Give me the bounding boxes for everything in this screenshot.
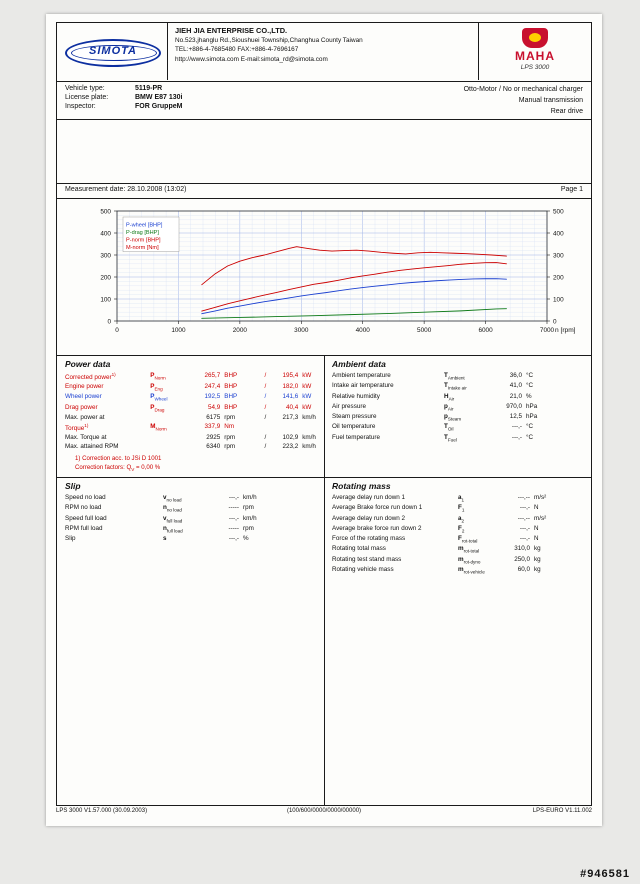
table-row: [324, 381, 591, 391]
row-label: Speed no load: [65, 494, 106, 501]
row-label: Max. attained RPM: [65, 442, 119, 450]
row-unit: km/h: [243, 514, 257, 522]
vehicle-config-text: [464, 84, 583, 117]
ambient-data-table: [324, 371, 591, 443]
row-unit: %: [526, 392, 532, 400]
row-label: Wheel power: [65, 393, 102, 401]
row-label: Engine power: [65, 383, 104, 391]
company-web: http://www.simota.com E-mail:simota_rd@simota.com: [175, 55, 328, 63]
table-row: [57, 524, 324, 534]
table-row: [324, 392, 591, 402]
row-unit-1: BHP: [224, 372, 238, 379]
inspector-value: FOR GruppeM: [135, 103, 183, 110]
row-symbol: $v_{full load}$: [163, 514, 183, 523]
table-row: [57, 413, 324, 422]
row-label: Slip: [65, 535, 76, 542]
svg-text:300: 300: [553, 252, 564, 260]
rotating-mass-panel: [324, 477, 591, 805]
row-value-2: 102,9: [282, 433, 299, 441]
power-data-table: [57, 371, 324, 451]
drive-type: Rear drive: [550, 108, 583, 115]
row-value: 250,0: [514, 555, 530, 563]
row-symbol: $a_1$: [458, 494, 465, 503]
row-symbol: $M_{Norm}$: [150, 422, 167, 432]
row-value-2: 141,6: [282, 393, 299, 401]
row-label: Torque$^{1)}$: [65, 422, 89, 432]
table-row: [324, 493, 591, 503]
row-label: Intake air temperature: [332, 382, 394, 390]
table-row: [57, 422, 324, 433]
row-symbol: $n_{no load}$: [163, 504, 182, 513]
maha-model-text: LPS 3000: [520, 64, 550, 71]
maha-emblem-icon: [522, 28, 548, 48]
row-label: Ambient temperature: [332, 372, 391, 379]
row-unit: km/h: [243, 494, 257, 501]
row-sep: /: [264, 383, 267, 391]
footer-center: (100/600/0000/0000/00000): [286, 808, 362, 814]
row-sep: /: [264, 372, 267, 379]
license-plate-value: BMW E87 130i: [135, 94, 183, 101]
row-value: ---,-: [519, 535, 530, 542]
row-unit: hPa: [526, 402, 538, 410]
row-label: Rotating test stand mass: [332, 555, 402, 563]
row-value: ---,-: [228, 514, 239, 522]
row-label: RPM no load: [65, 504, 102, 512]
correction-note-2-val: = 0,00 %: [136, 463, 161, 471]
slip-table: [57, 493, 324, 543]
row-label: Air pressure: [332, 402, 366, 410]
row-symbol: $P_{Norm}$: [150, 372, 166, 381]
svg-text:6000: 6000: [478, 327, 493, 334]
maha-logo-box: [478, 23, 591, 80]
row-label: Relative humidity: [332, 392, 380, 400]
correction-note-2-text: Correction factors: Q: [75, 463, 132, 471]
vehicle-info-block: [57, 81, 591, 120]
dyno-chart: [57, 197, 591, 355]
row-sep: /: [264, 442, 267, 450]
table-row: [57, 403, 324, 413]
row-symbol: $H_{Air}$: [444, 392, 455, 401]
row-unit-1: BHP: [224, 403, 238, 411]
row-value: ---,--: [517, 514, 530, 522]
row-value-1: 6340: [206, 442, 221, 450]
row-value: 970,0: [506, 402, 522, 410]
row-label: Drag power: [65, 403, 98, 411]
svg-text:n [rpm]: n [rpm]: [555, 327, 576, 334]
row-unit-2: kW: [302, 393, 312, 401]
row-symbol: [150, 433, 186, 442]
table-row: [324, 433, 591, 443]
row-symbol: $p_{Air}$: [444, 402, 454, 411]
row-value: ---,-: [228, 494, 239, 501]
row-value-1: 247,4: [204, 383, 221, 391]
table-row: [324, 412, 591, 422]
row-symbol: $F_2$: [458, 524, 465, 533]
chart-svg: [57, 197, 591, 355]
table-row: [65, 102, 245, 111]
ambient-data-panel: [324, 355, 591, 478]
row-value-2: 195,4: [282, 372, 299, 379]
row-unit: m/s²: [534, 494, 547, 501]
row-unit-2: km/h: [302, 433, 316, 441]
row-label: Force of the rotating mass: [332, 535, 406, 542]
row-sep: /: [264, 393, 267, 401]
table-row: [57, 442, 324, 451]
row-value: ---,-: [519, 504, 530, 512]
company-name: JIEH JIA ENTERPRISE CO.,LTD.: [175, 26, 288, 35]
row-label: Average Brake force run down 1: [332, 504, 423, 512]
row-symbol: [150, 442, 186, 451]
inspector-label: Inspector:: [65, 103, 96, 110]
row-value: 310,0: [514, 545, 530, 553]
row-symbol: $T_{Oil}$: [444, 423, 454, 432]
svg-text:P-drag [BHP]: P-drag [BHP]: [126, 230, 159, 236]
row-value-1: 265,7: [204, 372, 221, 379]
svg-text:0: 0: [553, 318, 557, 326]
svg-text:100: 100: [553, 296, 564, 304]
row-unit: m/s²: [534, 514, 547, 522]
table-row: [57, 382, 324, 392]
row-symbol: $P_{Eng}$: [150, 383, 163, 392]
row-value-2: 223,2: [282, 442, 299, 450]
table-row: [324, 503, 591, 513]
row-symbol: $T_{Ambient}$: [444, 372, 465, 381]
row-label: Average delay run down 2: [332, 514, 406, 522]
table-row: [324, 371, 591, 381]
page-number: Page 1: [560, 186, 583, 193]
correction-note-1: 1) Correction acc. to JSi D 1001: [75, 454, 162, 462]
document-header: [57, 23, 591, 82]
license-plate-label: License plate:: [65, 94, 109, 101]
table-row: [57, 493, 324, 503]
table-row: [65, 93, 245, 102]
row-value-1: 54,9: [208, 403, 221, 411]
row-symbol: $T_{Fuel}$: [444, 433, 457, 442]
svg-text:100: 100: [100, 296, 111, 304]
row-symbol: $m_{rot-total}$: [458, 545, 480, 554]
row-unit: N: [534, 524, 539, 532]
row-value: ---,--: [517, 494, 530, 501]
correction-note-2-sub: V: [131, 466, 135, 472]
row-unit: °C: [526, 423, 534, 431]
row-unit: N: [534, 504, 539, 512]
row-value-1: 2925: [206, 433, 221, 441]
row-value: 21,0: [509, 392, 522, 400]
row-symbol: $m_{rot-dyno}$: [458, 555, 481, 564]
power-data-title: Power data: [65, 359, 111, 369]
table-row: [324, 402, 591, 412]
row-value: ---,-: [511, 433, 522, 441]
company-street: No.523,jhanglu Rd.,Sioushuei Township,Changhua County Taiwan: [175, 36, 363, 44]
row-unit: %: [243, 535, 249, 542]
row-unit-1: BHP: [224, 393, 238, 401]
correction-note-2: [75, 464, 324, 475]
svg-text:400: 400: [100, 230, 111, 238]
row-symbol: $p_{Steam}$: [444, 413, 462, 422]
rotating-mass-title: Rotating mass: [332, 481, 391, 491]
row-value-1: 337,9: [204, 422, 221, 430]
row-symbol: [150, 413, 186, 422]
power-data-panel: [57, 355, 325, 478]
row-unit: °C: [526, 382, 534, 390]
row-unit-2: kW: [302, 383, 312, 391]
svg-text:200: 200: [553, 274, 564, 282]
row-symbol: $F_1$: [458, 504, 465, 513]
table-row: [65, 84, 245, 93]
svg-text:P-wheel [BHP]: P-wheel [BHP]: [126, 222, 163, 229]
row-unit: °C: [526, 372, 534, 379]
svg-text:P-norm [BHP]: P-norm [BHP]: [126, 237, 161, 244]
row-unit-2: km/h: [302, 442, 316, 450]
svg-text:3000: 3000: [294, 327, 309, 334]
row-unit-1: rpm: [224, 442, 236, 450]
svg-text:400: 400: [553, 230, 564, 238]
scanned-sheet: [46, 14, 602, 826]
table-row: [324, 514, 591, 524]
row-symbol: $P_{Wheel}$: [150, 393, 168, 402]
row-value-1: 192,5: [204, 393, 221, 401]
row-label: Max. power at: [65, 413, 105, 421]
row-value: ---,-: [511, 423, 522, 431]
row-label: Speed full load: [65, 514, 107, 522]
row-symbol: $n_{full load}$: [163, 524, 183, 533]
row-unit-1: Nm: [224, 422, 235, 430]
row-unit: N: [534, 535, 539, 542]
svg-text:0: 0: [107, 318, 111, 326]
table-row: [57, 392, 324, 402]
row-unit-1: rpm: [224, 413, 236, 421]
row-label: Rotating total mass: [332, 545, 386, 553]
row-value: ---,-: [228, 535, 239, 542]
table-row: [324, 544, 591, 554]
row-label: Fuel temperature: [332, 433, 380, 441]
row-value: -----: [228, 504, 239, 512]
row-value-2: 40,4: [286, 403, 299, 411]
row-value: ---,-: [519, 524, 530, 532]
row-value-2: 217,3: [282, 413, 299, 421]
simota-logo-box: [57, 23, 168, 80]
simota-logo-text: SIMOTA: [89, 45, 137, 57]
vehicle-type-label: Vehicle type:: [65, 85, 105, 92]
table-row: [57, 534, 324, 543]
slip-panel: [57, 477, 325, 805]
table-row: [57, 371, 324, 382]
row-unit: rpm: [243, 524, 254, 532]
maha-brand-text: MAHA: [515, 49, 555, 63]
engine-type: Otto-Motor / No or mechanical charger: [463, 86, 583, 93]
chart-canvas: [57, 197, 591, 355]
row-sep: /: [264, 403, 267, 411]
row-sep: /: [264, 433, 267, 441]
svg-text:300: 300: [100, 252, 111, 260]
svg-text:4000: 4000: [355, 327, 370, 334]
row-unit-2: kW: [302, 403, 312, 411]
row-symbol: $F_{rot-total}$: [458, 535, 478, 544]
svg-text:500: 500: [553, 208, 564, 216]
row-unit-2: [300, 422, 324, 433]
row-value: 41,0: [509, 382, 522, 390]
row-symbol: $m_{rot-vehicle}$: [458, 565, 485, 574]
footer-right: LPS-EURO V1.11.002: [532, 808, 592, 814]
svg-text:M-norm [Nm]: M-norm [Nm]: [126, 244, 159, 251]
page-frame: [56, 22, 592, 806]
row-value: 12,5: [509, 413, 522, 420]
row-value: -----: [228, 524, 239, 532]
document-footer: [56, 808, 592, 820]
row-label: Max. Torque at: [65, 433, 107, 441]
simota-logo-icon: [65, 39, 161, 67]
svg-text:2000: 2000: [232, 327, 247, 334]
svg-text:0: 0: [115, 327, 119, 334]
row-symbol: $P_{Drag}$: [150, 403, 165, 412]
row-value: 36,0: [509, 372, 522, 379]
rotating-mass-table: [324, 493, 591, 575]
svg-text:200: 200: [100, 274, 111, 282]
row-unit-1: rpm: [224, 433, 236, 441]
row-label: Steam pressure: [332, 413, 377, 420]
company-address: [175, 26, 471, 64]
svg-text:1000: 1000: [171, 327, 186, 334]
row-unit: hPa: [526, 413, 538, 420]
row-sep: /: [264, 413, 267, 421]
svg-text:500: 500: [100, 208, 111, 216]
table-row: [324, 565, 591, 575]
table-row: [324, 534, 591, 544]
footer-left: LPS 3000 V1.57.000 (30.09.2003): [56, 808, 148, 814]
table-row: [57, 503, 324, 513]
row-unit-2: km/h: [302, 413, 316, 421]
vehicle-type-value: 5119-PR: [135, 85, 163, 92]
table-row: [324, 555, 591, 565]
row-value: 60,0: [517, 565, 530, 573]
row-label: RPM full load: [65, 524, 103, 532]
row-label: Corrected power$^{1)}$: [65, 372, 116, 382]
row-label: Oil temperature: [332, 423, 376, 431]
row-unit: °C: [526, 433, 534, 441]
transmission-type: Manual transmission: [518, 97, 583, 104]
svg-text:5000: 5000: [417, 327, 432, 334]
row-symbol: $a_2$: [458, 514, 465, 523]
svg-text:7000: 7000: [539, 327, 555, 334]
ambient-data-title: Ambient data: [332, 359, 386, 369]
row-unit: kg: [534, 545, 541, 553]
row-value-1: 6175: [206, 413, 221, 421]
table-row: [57, 433, 324, 442]
table-row: [57, 514, 324, 524]
row-sep: [252, 422, 268, 433]
row-unit-2: kW: [302, 372, 312, 379]
table-row: [324, 524, 591, 534]
watermark-id: #946581: [580, 868, 630, 880]
row-unit: kg: [534, 565, 541, 573]
row-label: Average brake force run down 2: [332, 524, 422, 532]
table-row: [324, 422, 591, 432]
row-symbol: $T_{Intake air}$: [444, 382, 467, 391]
company-phone: TEL:+886-4-7685480 FAX:+886-4-7696167: [175, 46, 299, 54]
row-value-2: [268, 422, 300, 433]
measurement-date: Measurement date: 28.10.2008 (13:02): [65, 186, 187, 193]
correction-notes: [57, 451, 324, 474]
row-symbol: s: [163, 535, 167, 542]
slip-title: Slip: [65, 481, 81, 491]
row-label: Rotating vehicle mass: [332, 565, 394, 573]
row-label: Average delay run down 1: [332, 494, 406, 501]
row-unit: rpm: [243, 504, 254, 512]
row-unit-1: BHP: [224, 383, 238, 391]
vehicle-table: [65, 84, 245, 111]
row-value-2: 182,0: [282, 383, 299, 391]
row-unit: kg: [534, 555, 541, 563]
row-symbol: $v_{no load}$: [163, 494, 182, 503]
